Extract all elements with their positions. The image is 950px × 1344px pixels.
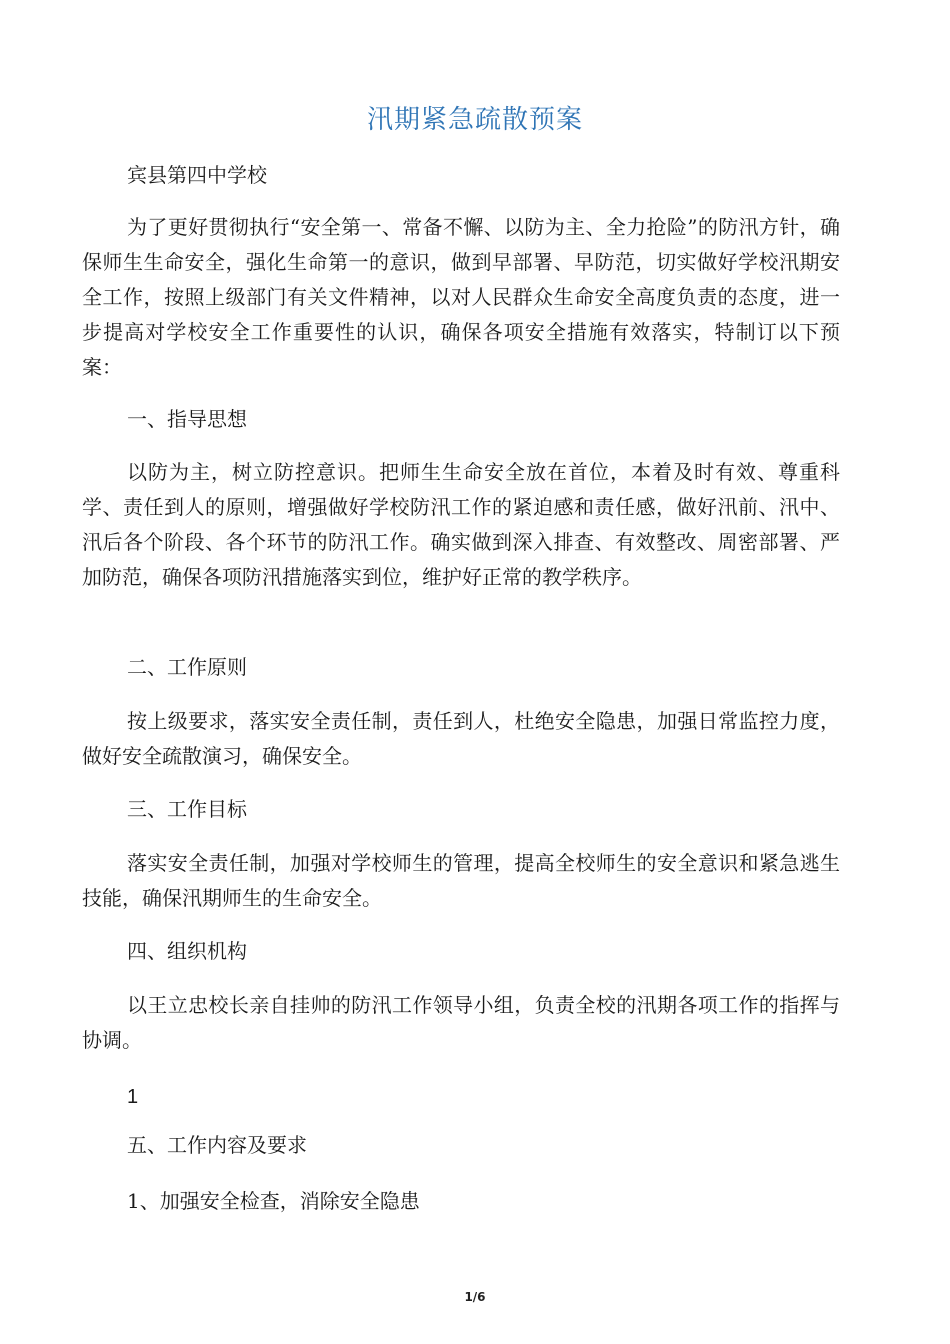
- section-2-body: 按上级要求，落实安全责任制，责任到人，杜绝安全隐患，加强日常监控力度，做好安全疏散演习，确保安全。: [82, 709, 840, 768]
- section-2-heading: 二、工作原则: [127, 655, 247, 679]
- page-indicator: 1/6: [464, 1290, 486, 1304]
- section-4-body: 以王立忠校长亲自挂帅的防汛工作领导小组，负责全校的汛期各项工作的指挥与协调。: [82, 993, 840, 1052]
- section-1-body: 以防为主，树立防控意识。把师生生命安全放在首位，本着及时有效、尊重科学、责任到人的原则，增强做好学校防汛工作的紧迫感和责任感，做好汛前、汛中、汛后各个阶段、各个环节的防汛工作。确实做到深入排查、有效整改、周密部署、严加防范，确保各项防汛措施落实到位，维护好正常的教学秩序。: [82, 460, 840, 589]
- section-5-subheading-1: 1、加强安全检查，消除安全隐患: [127, 1189, 420, 1213]
- school-name: 宾县第四中学校: [127, 163, 267, 187]
- document-title: 汛期紧急疏散预案: [366, 105, 583, 135]
- intro-paragraph: 为了更好贯彻执行“安全第一、常备不懈、以防为主、全力抢险”的防汛方针，确保师生生命安全，强化生命第一的意识，做到早部署、早防范，切实做好学校汛期安全工作，按照上级部门有关文件精神，以对人民群众生命安全高度负责的态度，进一步提高对学校安全工作重要性的认识，确保各项安全措施有效落实，特制订以下预案：: [82, 215, 840, 379]
- section-4-heading: 四、组织机构: [127, 939, 247, 963]
- section-5-heading: 五、工作内容及要求: [127, 1133, 307, 1157]
- inline-page-number: 1: [127, 1086, 139, 1108]
- section-3-body: 落实安全责任制，加强对学校师生的管理，提高全校师生的安全意识和紧急逃生技能，确保汛期师生的生命安全。: [82, 851, 840, 910]
- section-1-heading: 一、指导思想: [127, 407, 247, 431]
- section-3-heading: 三、工作目标: [127, 797, 247, 821]
